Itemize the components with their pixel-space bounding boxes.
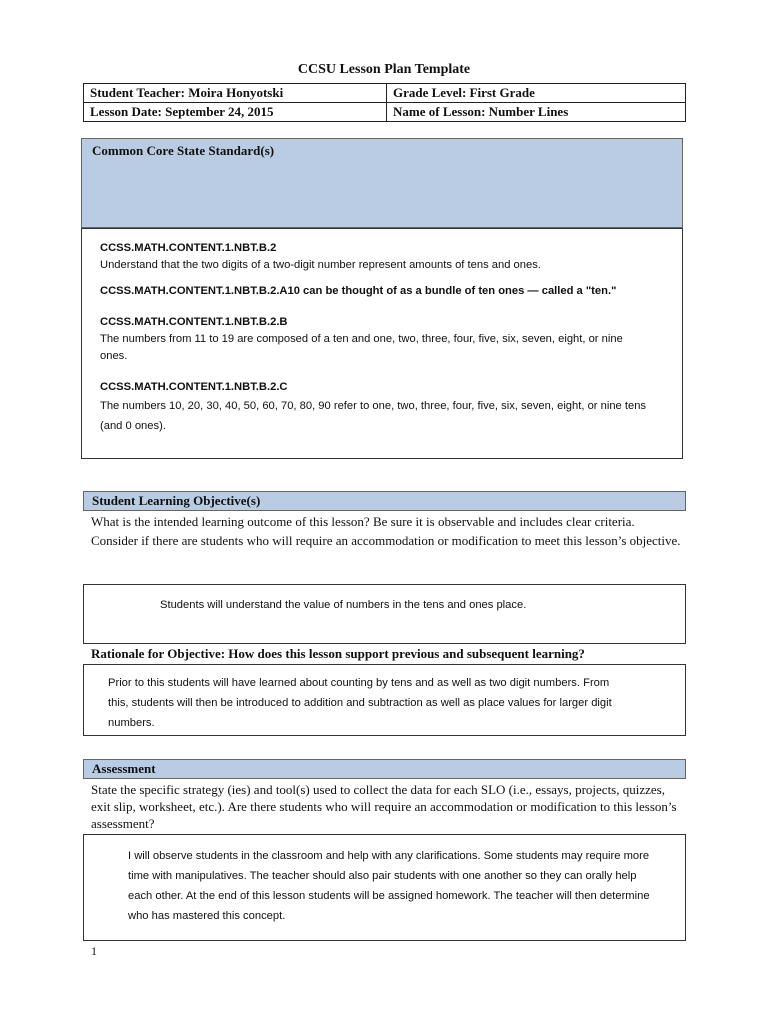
assessment-answer-box [83,834,686,941]
lesson-name-cell: Name of Lesson: Number Lines [387,103,686,122]
standard-text: Understand that the two digits of a two-digit number represent amounts of tens and ones. [100,259,541,271]
assessment-answer: I will observe students in the classroom and help with any clarifications. Some students may require more time with manipulatives. The teacher should also pair students with one another so they can orally help each other. At the end of this lesson students will be assigned homework. The teacher will then determine who has mastered this concept. [128,850,650,922]
standard-item [100,240,664,274]
standard-item [100,314,664,365]
standards-heading-bar [81,138,683,228]
standard-code: CCSS.MATH.CONTENT.1.NBT.B.2.C [100,381,288,393]
standard-code: CCSS.MATH.CONTENT.1.NBT.B.2.A10 can be thought of as a bundle of ten ones — called a "ten." [100,285,617,297]
assessment-heading-bar [83,759,686,779]
standard-code: CCSS.MATH.CONTENT.1.NBT.B.2 [100,242,277,254]
page-number: 1 [91,944,97,958]
standard-code: CCSS.MATH.CONTENT.1.NBT.B.2.B [100,316,288,328]
rationale-answer-box [83,664,686,736]
assessment-heading: Assessment [92,761,156,776]
standard-item [100,283,664,300]
objective-prompt-2: Consider if there are students who will require an accommodation or modification to meet this lesson’s objective. [91,533,681,548]
rationale-answer: Prior to this students will have learned about counting by tens and as well as two digit numbers. From this, students will then be introduced to addition and subtraction as well as place values for larger digit numbers. [108,677,612,729]
objective-prompt [91,513,691,549]
standard-text: The numbers 10, 20, 30, 40, 50, 60, 70, 80, 90 refer to one, two, three, four, five, six, seven, eight, or nine tens (and 0 ones). [100,400,647,432]
objective-prompt-1: What is the intended learning outcome of this lesson? Be sure it is observable and includes clear criteria. [91,514,635,529]
assessment-prompt: State the specific strategy (ies) and tool(s) used to collect the data for each SLO (i.e., essays, projects, quizzes, exit slip, worksheet, etc.). Are there students who will require an accommodation or modification to this lesson’s assessment? [91,782,677,831]
lesson-header-table [83,83,686,122]
standard-text: The numbers from 11 to 19 are composed of a ten and one, two, three, four, five, six, seven, eight, or nine ones. [100,333,623,362]
standard-item [100,379,664,436]
rationale-heading: Rationale for Objective: How does this lesson support previous and subsequent learning? [91,646,585,661]
objective-heading: Student Learning Objective(s) [92,493,261,508]
standards-box [81,228,683,459]
objective-heading-bar [83,491,686,511]
student-teacher-cell: Student Teacher: Moira Honyotski [84,84,387,103]
document-title: CCSU Lesson Plan Template [297,62,471,77]
grade-level-cell: Grade Level: First Grade [387,84,686,103]
objective-answer-box [83,584,686,644]
standards-heading: Common Core State Standard(s) [92,143,275,158]
lesson-date-cell: Lesson Date: September 24, 2015 [84,103,387,122]
objective-answer: Students will understand the value of numbers in the tens and ones place. [160,599,527,611]
